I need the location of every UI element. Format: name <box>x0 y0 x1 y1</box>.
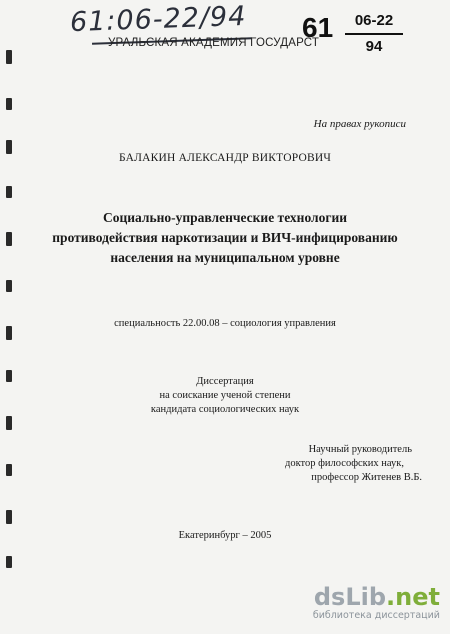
supervisor-line: Научный руководитель <box>308 444 412 455</box>
dissertation-title <box>0 208 450 268</box>
specialty-line: специальность 22.00.08 – социология управления <box>114 318 336 329</box>
supervisor-line: доктор философских наук, <box>285 458 404 469</box>
archive-code-bottom: 94 <box>365 38 383 55</box>
archive-code-top: 06-22 <box>354 12 394 29</box>
binding-mark <box>6 280 12 292</box>
binding-mark <box>6 556 12 568</box>
binding-mark <box>6 510 12 524</box>
binding-mark <box>6 186 12 198</box>
watermark-logo-tld: .net <box>386 583 440 611</box>
manuscript-rights-note: На правах рукописи <box>313 118 406 130</box>
archive-code-series: 61 <box>302 12 334 43</box>
handwritten-archive-number: 61:06-22/94 <box>69 0 247 39</box>
supervisor-line: профессор Житенев В.Б. <box>311 472 422 483</box>
academy-header: УРАЛЬСКАЯ АКАДЕМИЯ ГОСУДАРСТ <box>108 37 320 49</box>
title-line: населения на муниципальном уровне <box>110 250 340 265</box>
degree-block <box>0 375 450 417</box>
author-name: БАЛАКИН АЛЕКСАНДР ВИКТОРОВИЧ <box>118 152 332 164</box>
dslib-watermark <box>310 584 440 621</box>
degree-line: кандидата социологических наук <box>150 404 300 415</box>
binding-mark <box>6 464 12 476</box>
binding-mark <box>6 50 12 64</box>
watermark-logo <box>310 584 440 610</box>
binding-mark <box>6 416 12 430</box>
city-year: Екатеринбург – 2005 <box>178 530 272 541</box>
watermark-subtitle: библиотека диссертаций <box>312 610 440 621</box>
watermark-logo-main: dsLib <box>313 583 387 611</box>
archive-code-rule <box>345 33 403 35</box>
binding-mark <box>6 98 12 110</box>
supervisor-block <box>222 443 422 485</box>
degree-line: на соискание ученой степени <box>159 390 291 401</box>
title-line: противодействия наркотизации и ВИЧ-инфицированию <box>52 230 398 245</box>
title-line: Социально-управленческие технологии <box>102 210 348 225</box>
degree-line: Диссертация <box>196 376 254 387</box>
